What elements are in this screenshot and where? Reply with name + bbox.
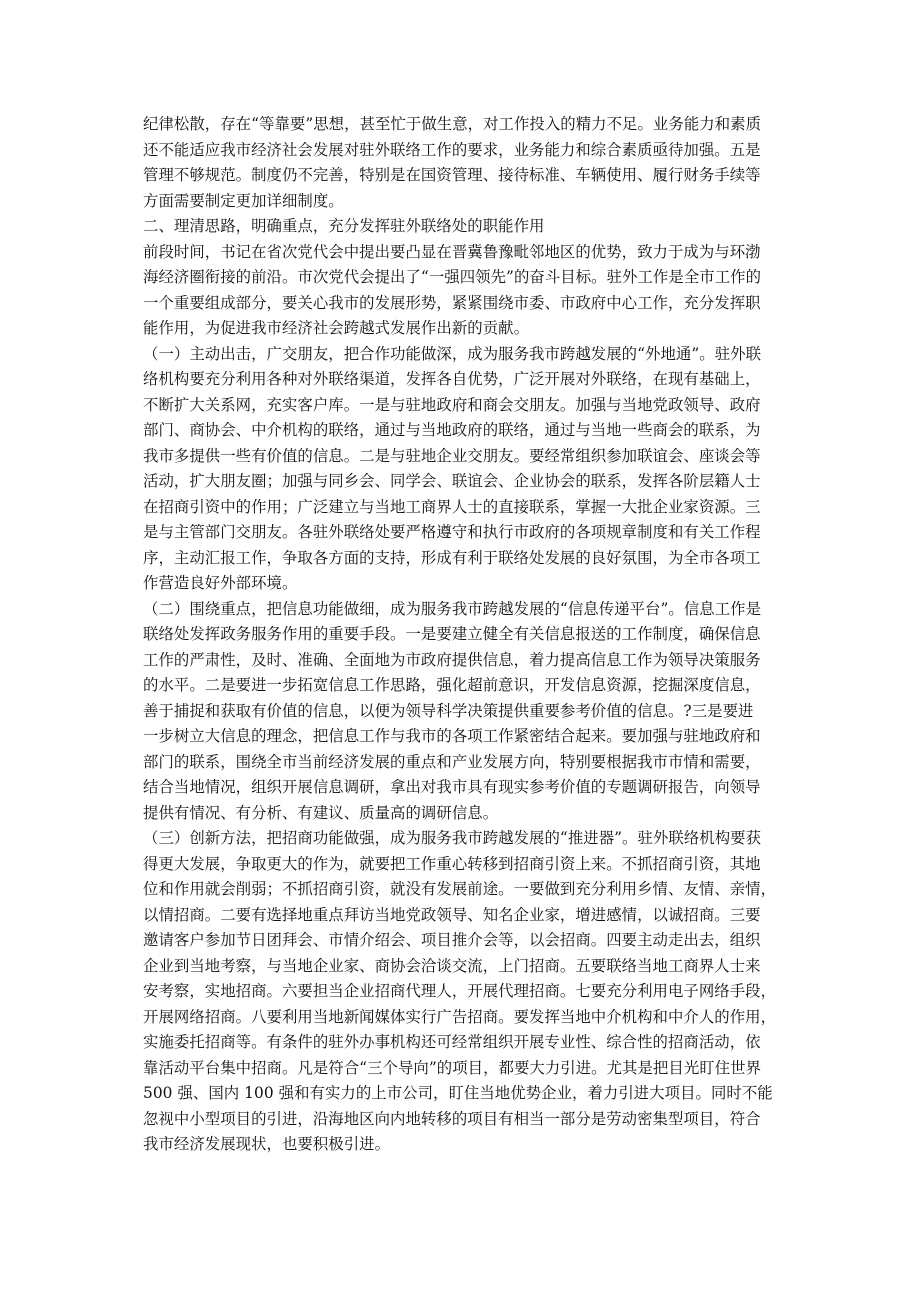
text-line: 邀请客户参加节日团拜会、市情介绍会、项目推介会等，以会招商。四要主动走出去，组织 bbox=[143, 931, 761, 949]
document-body bbox=[143, 112, 783, 1158]
text-line: 我市多提供一些有价值的信息。二是与驻地企业交朋友。要经常组织参加联谊会、座谈会等 bbox=[143, 446, 761, 465]
text-line: （三）创新方法，把招商功能做强，成为服务我市跨越发展的“推进器”。驻外联络机构要获 bbox=[143, 829, 762, 847]
section-heading: 二、理清思路，明确重点，充分发挥驻外联络处的职能作用 bbox=[143, 217, 545, 235]
text-line: 作营造良好外部环境。 bbox=[143, 574, 298, 592]
text-line: 部门、商协会、中介机构的联络，通过与当地政府的联络，通过与当地一些商会的联系，为 bbox=[143, 421, 761, 439]
text-line: 位和作用就会削弱；不抓招商引资，就没有发展前途。一要做到充分利用乡情、友情、亲情， bbox=[143, 880, 777, 898]
text-line: 善于捕捉和获取有价值的信息，以便为领导科学决策提供重要参考价值的信息。?三是要进 bbox=[143, 701, 754, 720]
text-line: 络机构要充分利用各种对外联络渠道，发挥各自优势，广泛开展对外联络，在现有基础上， bbox=[143, 370, 761, 388]
text-line: 忽视中小型项目的引进，沿海地区向内地转移的项目有相当一部分是劳动密集型项目，符合 bbox=[143, 1109, 761, 1128]
text-line: 的水平。二是要进一步拓宽信息工作思路，强化超前意识，开发信息资源，挖掘深度信息， bbox=[143, 676, 761, 694]
text-line: 部门的联系，围绕全市当前经济发展的重点和产业发展方向，特别要根据我市市情和需要， bbox=[143, 752, 761, 771]
text-line: 提供有情况、有分析、有建议、质量高的调研信息。 bbox=[143, 803, 499, 822]
text-line: （二）围绕重点，把信息功能做细，成为服务我市跨越发展的“信息传递平台”。信息工作是 bbox=[143, 599, 762, 618]
text-line: 海经济圈衔接的前沿。市次党代会提出了“一强四领先”的奋斗目标。驻外工作是全市工作的 bbox=[143, 268, 762, 286]
text-line: 一个重要组成部分，要关心我市的发展形势，紧紧围绕市委、市政府中心工作，充分发挥职 bbox=[143, 293, 761, 312]
text-line: 还不能适应我市经济社会发展对驻外联络工作的要求，业务能力和综合素质亟待加强。五是 bbox=[143, 140, 761, 159]
text-line: 安考察，实地招商。六要担当企业招商代理人，开展代理招商。七要充分利用电子网络手段， bbox=[143, 982, 777, 1000]
text-line: 企业到当地考察，与当地企业家、商协会洽谈交流，上门招商。五要联络当地工商界人士来 bbox=[143, 956, 761, 975]
text-line: 是与主管部门交朋友。各驻外联络处要严格遵守和执行市政府的各项规章制度和有关工作程 bbox=[143, 523, 761, 541]
text-line: 得更大发展，争取更大的作为，就要把工作重心转移到招商引资上来。不抓招商引资，其地 bbox=[143, 854, 761, 873]
text-line: 我市经济发展现状，也要积极引进。 bbox=[143, 1135, 391, 1153]
text-line: 以情招商。二要有选择地重点拜访当地党政领导、知名企业家，增进感情，以诚招商。三要 bbox=[143, 905, 761, 924]
text-line: 序，主动汇报工作，争取各方面的支持，形成有利于联络处发展的良好氛围，为全市各项工 bbox=[143, 548, 761, 567]
text-line: 结合当地情况，组织开展信息调研，拿出对我市具有现实参考价值的专题调研报告，向领导 bbox=[143, 778, 761, 796]
text-line: 前段时间，书记在省次党代会中提出要凸显在晋冀鲁豫毗邻地区的优势，致力于成为与环渤 bbox=[143, 242, 761, 261]
text-line: 一步树立大信息的理念，把信息工作与我市的各项工作紧密结合起来。要加强与驻地政府和 bbox=[143, 727, 761, 745]
text-line: 在招商引资中的作用；广泛建立与当地工商界人士的直接联系，掌握一大批企业家资源。三 bbox=[143, 497, 761, 516]
text-line: 开展网络招商。八要利用当地新闻媒体实行广告招商。要发挥当地中介机构和中介人的作用， bbox=[143, 1007, 777, 1026]
text-line: 联络处发挥政务服务作用的重要手段。一是要建立健全有关信息报送的工作制度，确保信息 bbox=[143, 625, 761, 643]
text-line: 能作用，为促进我市经济社会跨越式发展作出新的贡献。 bbox=[143, 319, 530, 337]
text-line: 不断扩大关系网，充实客户库。一是与驻地政府和商会交朋友。加强与当地党政领导、政府 bbox=[143, 395, 761, 414]
text-line: 活动，扩大朋友圈；加强与同乡会、同学会、联谊会、企业协会的联系，发挥各阶层籍人士 bbox=[143, 472, 761, 490]
text-line: （一）主动出击，广交朋友，把合作功能做深，成为服务我市跨越发展的“外地通”。驻外联 bbox=[143, 344, 762, 363]
text-line: 方面需要制定更加详细制度。 bbox=[143, 191, 344, 210]
text-line: 工作的严肃性，及时、准确、全面地为市政府提供信息，着力提高信息工作为领导决策服务 bbox=[143, 650, 761, 669]
text-line: 500 强、国内 100 强和有实力的上市公司，盯住当地优势企业，着力引进大项目。同时不能 bbox=[143, 1084, 773, 1102]
text-line: 管理不够规范。制度仍不完善，特别是在国资管理、接待标准、车辆使用、履行财务手续等 bbox=[143, 166, 761, 184]
text-line: 纪律松散，存在“等靠要”思想，甚至忙于做生意，对工作投入的精力不足。业务能力和素质 bbox=[143, 115, 762, 133]
text-line: 靠活动平台集中招商。凡是符合“三个导向”的项目，都要大力引进。尤其是把目光盯住世界 bbox=[143, 1058, 762, 1077]
text-line: 实施委托招商等。有条件的驻外办事机构还可经常组织开展专业性、综合性的招商活动，依 bbox=[143, 1033, 761, 1051]
